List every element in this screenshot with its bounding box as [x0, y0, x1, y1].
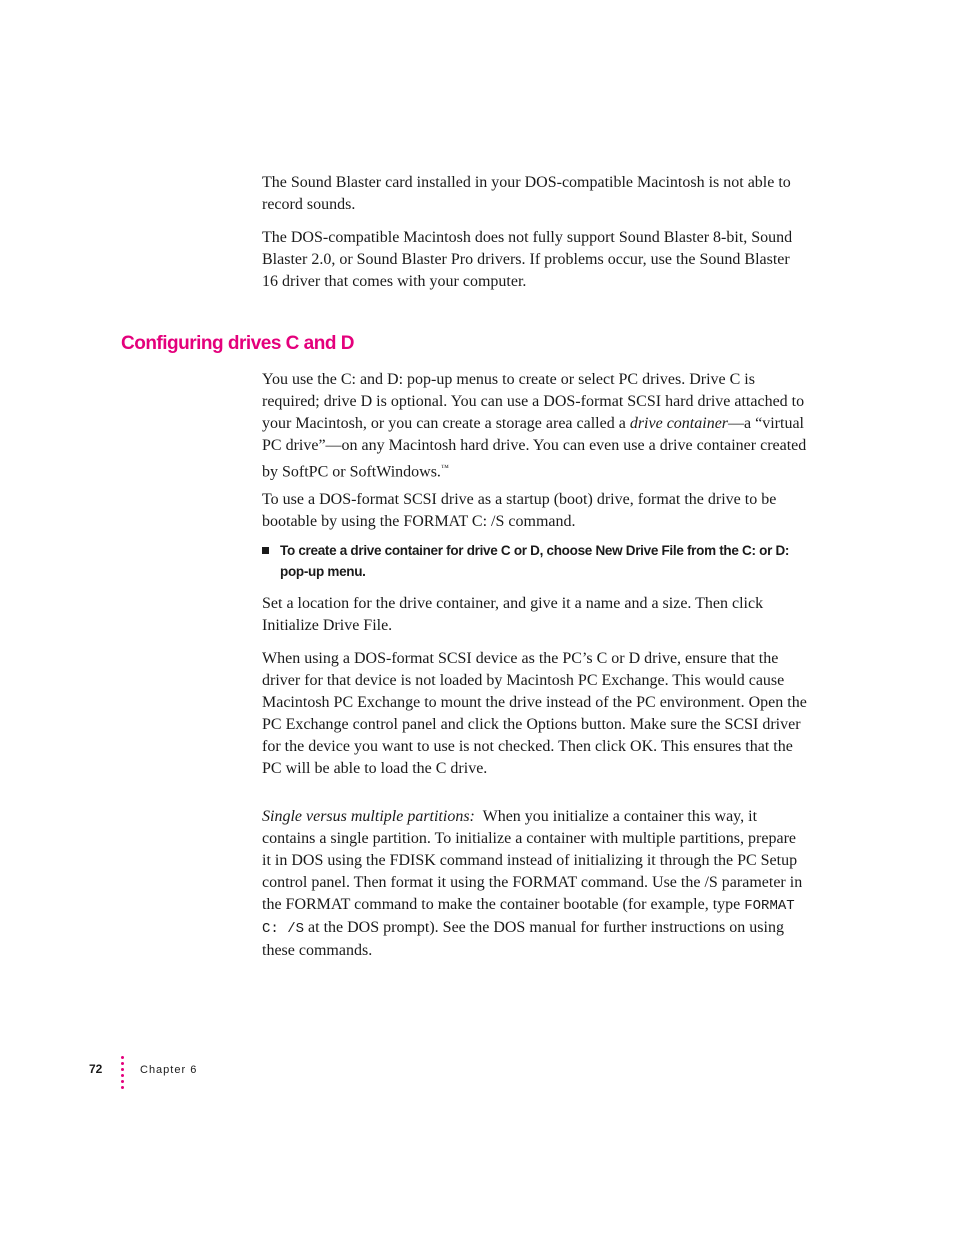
trademark-symbol: ™ — [440, 463, 449, 472]
intro-paragraph-2: The DOS-compatible Macintosh does not fully support Sound Blaster 8-bit, Sound Blaster 2.0, or Sound Blaster Pro drivers. If problems occur, use the Sound Blaster 16 driver that comes with your computer. — [262, 229, 793, 290]
bullet-text: To create a drive container for drive C or D, choose New Drive File from the C: or D: pop-up menu. — [280, 543, 790, 579]
section-paragraph-2: To use a DOS-format SCSI drive as a startup (boot) drive, format the drive to be bootable by using the FORMAT C: /S command. — [262, 491, 777, 530]
chapter-label: Chapter 6 — [140, 1064, 198, 1076]
section-heading: Configuring drives C and D — [121, 333, 354, 354]
p1-emphasis: drive container — [629, 415, 729, 432]
p5-text-a: When you initialize a container this way, it contains a single partition. To initialize a container with multiple partitions, prepare it in DOS using the FDISK command instead of initializing it through the PC Setup control panel. Then format it using the FORMAT command. Use the /S parameter in the FORMAT command to make the container bootable (for example, type — [262, 808, 807, 913]
p1-text-a: You use the C: and D: pop-up menus to create or select PC drives. Drive C is required; drive D is optional. You can use a DOS-format SCSI hard drive attached to your Macintosh, or you can create a storage area called a — [262, 371, 805, 432]
section-paragraph-5 — [262, 806, 807, 962]
p1-text-b: —a “virtual PC drive”—on any Macintosh hard drive. You can even use a drive container created by SoftPC or SoftWindows. — [262, 415, 807, 481]
p5-text-b: at the DOS prompt). See the DOS manual for further instructions on using these commands. — [262, 919, 788, 959]
intro-paragraph-1: The Sound Blaster card installed in your DOS-compatible Macintosh is not able to record sounds. — [262, 174, 791, 213]
footer-dot-leader — [121, 1056, 125, 1096]
page-number: 72 — [89, 1062, 103, 1076]
p5-emphasis: Single versus multiple partitions: — [262, 808, 475, 825]
instruction-bullet — [262, 540, 807, 582]
section-paragraph-4: When using a DOS-format SCSI device as the PC’s C or D drive, ensure that the driver for that device is not loaded by Macintosh PC Exchange. This would cause Macintosh PC Exchange to mount the drive instead of the PC environment. Open the PC Exchange control panel and click the Options button. Make sure the SCSI driver for the device you want to use is not checked. Then click OK. This ensures that the PC will be able to load the C drive. — [262, 650, 807, 777]
format-command-code: FORMAT C: /S — [262, 898, 795, 937]
bullet-square-icon — [262, 547, 269, 554]
section-paragraph-3: Set a location for the drive container, and give it a name and a size. Then click Initialize Drive File. — [262, 595, 764, 634]
section-paragraph-1 — [262, 369, 807, 483]
